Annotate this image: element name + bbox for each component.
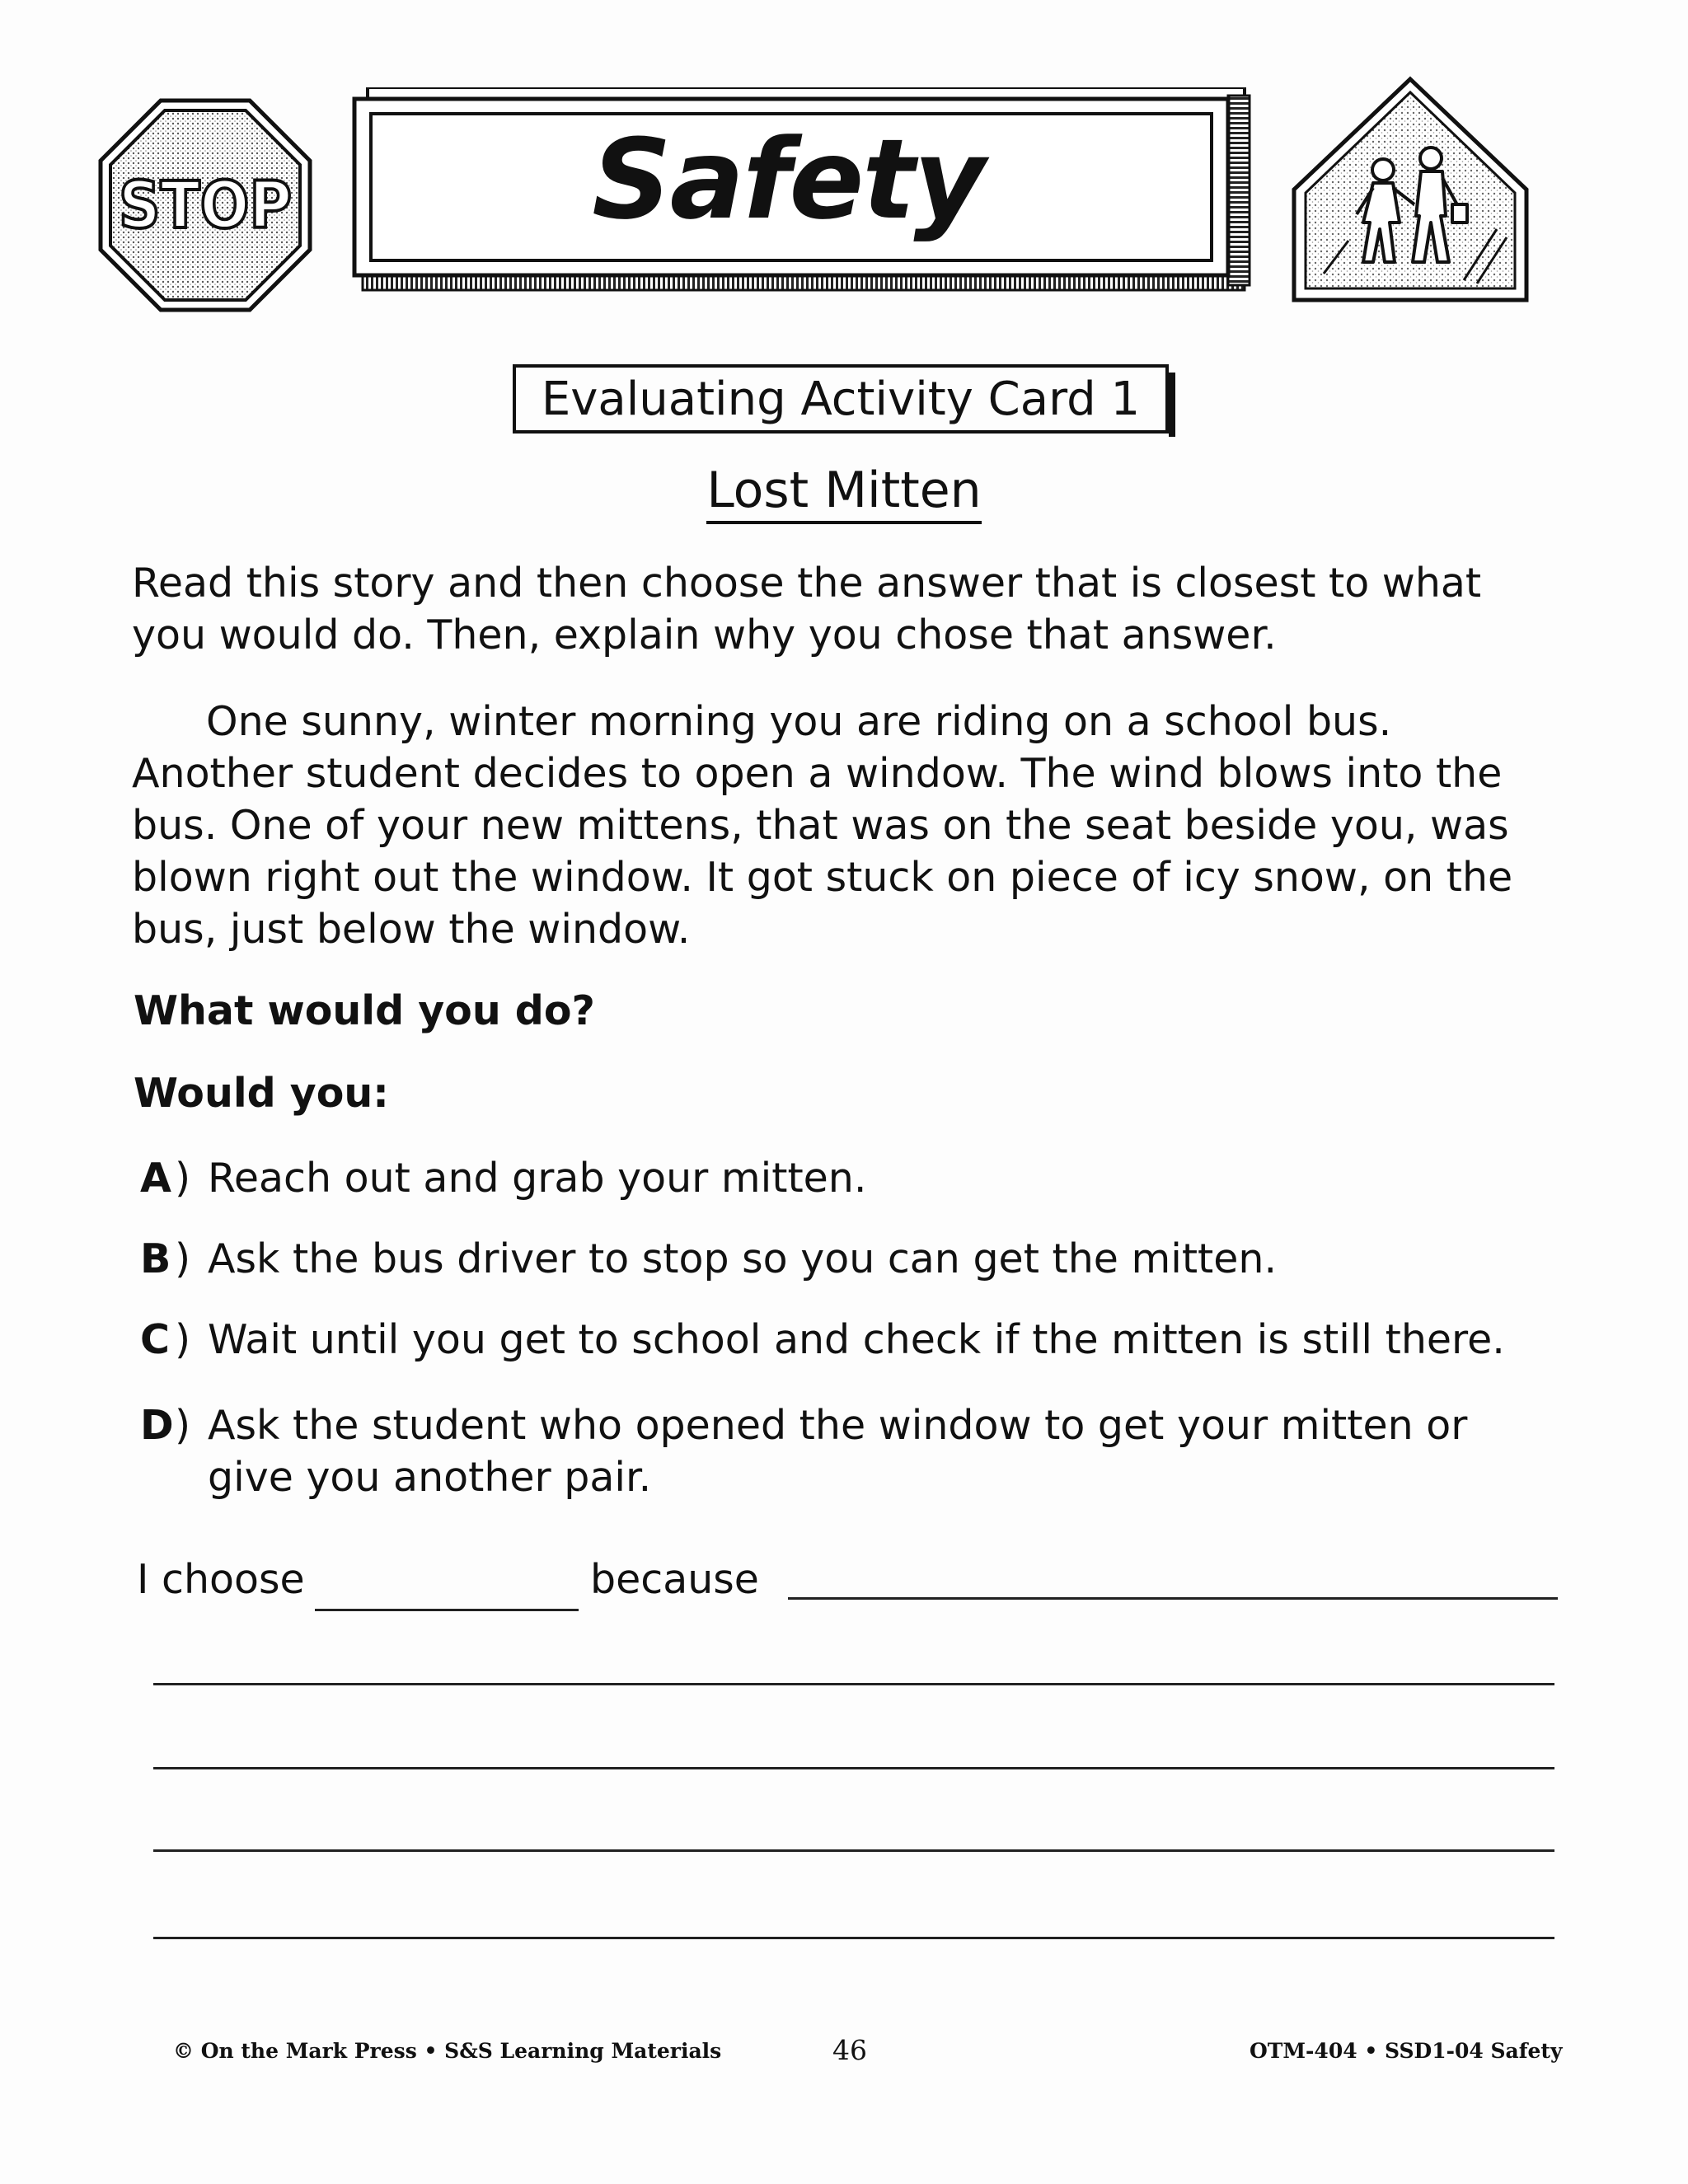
writing-line[interactable] — [153, 1937, 1554, 1939]
footer-product-code: OTM-404 • SSD1-04 Safety — [1250, 2039, 1563, 2063]
writing-line[interactable] — [153, 1767, 1554, 1769]
option-paren: ) — [175, 1402, 191, 1449]
option-text: Ask the student who opened the window to get your mitten or give you another pair. — [208, 1402, 1468, 1501]
option-text: Ask the bus driver to stop so you can get the mitten. — [208, 1235, 1278, 1282]
because-label: because — [590, 1556, 759, 1603]
option-paren: ) — [175, 1235, 191, 1282]
stop-sign-icon — [97, 97, 313, 313]
story-paragraph: One sunny, winter morning you are riding on a school bus. Another student decides to open a window. The wind blows into the bus. One of your new mittens, that was on the seat beside you, was blown right out the window. It got stuck on piece of icy snow, on the bus, just below the window. — [132, 698, 1513, 953]
activity-card-label: Evaluating Activity Card 1 — [513, 364, 1169, 434]
option-letter: D — [140, 1402, 174, 1449]
instructions-paragraph: Read this story and then choose the answer that is closest to what you would do. Then, explain why you chose that answer. — [132, 560, 1482, 658]
options-prompt: Would you: — [134, 1070, 389, 1117]
option-letter: B — [140, 1235, 171, 1282]
option-text: Wait until you get to school and check if the mitten is still there. — [208, 1316, 1505, 1363]
option-c — [140, 1314, 1558, 1366]
footer-publisher: © On the Mark Press • S&S Learning Materials — [173, 2039, 722, 2063]
school-crossing-sign-icon — [1291, 76, 1530, 303]
option-letter: A — [140, 1155, 171, 1202]
story-title — [0, 462, 1688, 519]
writing-line[interactable] — [153, 1849, 1554, 1852]
page-title: Safety — [592, 115, 984, 244]
page-number: 46 — [832, 2034, 867, 2066]
option-d — [140, 1399, 1558, 1503]
stop-sign-text: STOP — [119, 169, 292, 243]
story-title-text: Lost Mitten — [706, 462, 981, 524]
choice-answer-line[interactable] — [315, 1609, 579, 1611]
reason-answer-line[interactable] — [788, 1597, 1558, 1600]
option-paren: ) — [175, 1155, 191, 1202]
question-heading: What would you do? — [134, 987, 595, 1034]
option-text: Reach out and grab your mitten. — [208, 1155, 867, 1202]
writing-line[interactable] — [153, 1683, 1554, 1685]
choose-label: I choose — [137, 1556, 305, 1603]
option-letter: C — [140, 1316, 170, 1363]
option-b — [140, 1233, 1558, 1285]
option-a — [140, 1152, 1558, 1204]
option-paren: ) — [175, 1316, 191, 1363]
